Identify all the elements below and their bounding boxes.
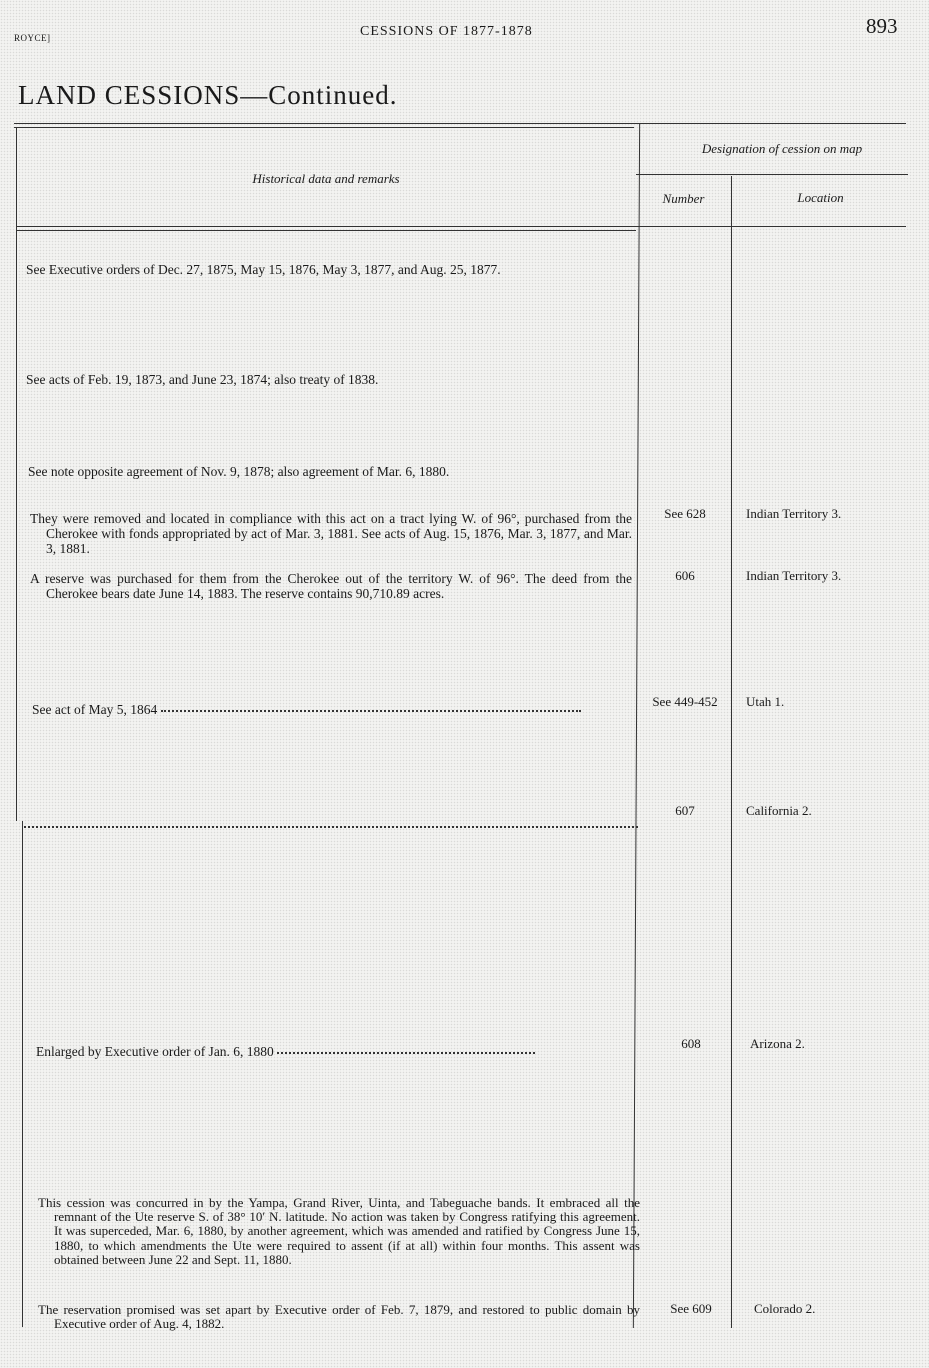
- header-designation: Designation of cession on map: [701, 141, 863, 156]
- remark-text: A reserve was purchased for them from the Cherokee out of the territory W. of 96°. The deed from the Cherokee bears date June 14, 1883. The reserve contains 90,710.89 acres.: [30, 571, 632, 601]
- cession-location: Arizona 2.: [750, 1036, 805, 1051]
- leader-dots: [161, 710, 581, 712]
- remark-text: See acts of Feb. 19, 1873, and June 23, 1874; also treaty of 1838.: [26, 372, 379, 387]
- header-location: Location: [797, 190, 844, 205]
- cession-number: See 609: [670, 1301, 712, 1316]
- left-border: [16, 127, 17, 821]
- table-row-remark: [26, 262, 628, 277]
- cession-number: 608: [681, 1036, 701, 1051]
- table-row-remark: [36, 1044, 535, 1060]
- header-bottom-rule-2: [16, 230, 636, 231]
- table-row-remark: [38, 1196, 640, 1267]
- header-historical: Historical data and remarks: [252, 171, 400, 186]
- cession-number: 606: [675, 568, 695, 583]
- table-row-remark: [32, 702, 581, 718]
- remark-text: Enlarged by Executive order of Jan. 6, 1880: [36, 1044, 274, 1059]
- table-row-remark: [30, 571, 632, 601]
- page-number: 893: [866, 14, 898, 38]
- remark-text: They were removed and located in compliance with this act on a tract lying W. of 96°, purchased from the Cherokee with fonds appropriated by act of Mar. 3, 1881. See acts of Aug. 15, 1876, Mar. 3, 1877, and Mar. 3, 1881.: [30, 511, 632, 556]
- table-top-rule-thin: [14, 127, 634, 128]
- table-row-remark: [38, 1303, 640, 1331]
- table-row-remark: [26, 372, 628, 387]
- cession-location: California 2.: [746, 803, 812, 818]
- leader-dots: [277, 1052, 535, 1054]
- section-title: LAND CESSIONS—Continued.: [18, 80, 398, 110]
- header-number: Number: [662, 191, 705, 206]
- table-row-remark: [24, 818, 638, 836]
- table-top-rule: [14, 123, 906, 124]
- cession-location: Indian Territory 3.: [746, 506, 842, 521]
- cession-location: Colorado 2.: [754, 1301, 816, 1316]
- running-head-left: ROYCE]: [14, 33, 51, 43]
- remark-text: This cession was concurred in by the Yampa, Grand River, Uinta, and Tabeguache bands. It embraced all the remnant of the Ute reserve S. of 38° 10′ N. latitude. No action was taken by Congress ratifying this agreement. It was superceded, Mar. 6, 1880, by another agreement, which was amended and ratified by Congress June 15, 1880, to which amendments the Ute were required to assent (if at all) within four months. This assent was obtained between June 22 and Sept. 11, 1880.: [38, 1195, 640, 1267]
- remark-text: See act of May 5, 1864: [32, 702, 158, 717]
- remark-text: See Executive orders of Dec. 27, 1875, May 15, 1876, May 3, 1877, and Aug. 25, 1877.: [26, 262, 501, 277]
- table-row-remark: [30, 511, 632, 556]
- number-location-divider: [731, 176, 732, 1328]
- left-border-lower: [22, 821, 23, 1327]
- cession-number: See 628: [664, 506, 706, 521]
- historical-number-divider: [633, 123, 640, 1328]
- running-head-title: CESSIONS OF 1877-1878: [360, 24, 533, 39]
- cession-number: See 449-452: [652, 694, 718, 709]
- leader-dots: [24, 826, 638, 828]
- cession-location: Indian Territory 3.: [746, 568, 842, 583]
- remark-text: See note opposite agreement of Nov. 9, 1878; also agreement of Mar. 6, 1880.: [28, 464, 450, 479]
- cession-number: 607: [675, 803, 695, 818]
- remark-text: The reservation promised was set apart by Executive order of Feb. 7, 1879, and restored to public domain by Executive order of Aug. 4, 1882.: [38, 1302, 640, 1332]
- table-row-remark: [28, 464, 630, 479]
- designation-rule: [636, 174, 908, 175]
- header-bottom-rule: [16, 226, 906, 227]
- cession-location: Utah 1.: [746, 694, 785, 709]
